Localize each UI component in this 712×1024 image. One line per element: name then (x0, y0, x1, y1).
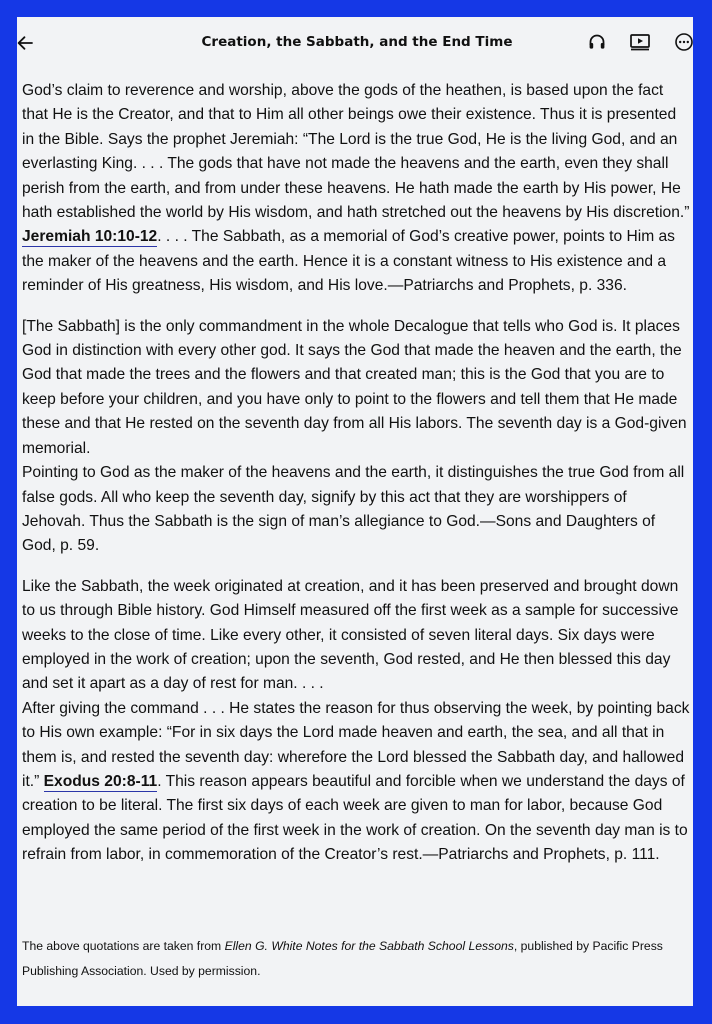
page-title: Creation, the Sabbath, and the End Time (201, 34, 513, 50)
arrow-left-icon (16, 34, 34, 52)
video-button[interactable] (628, 30, 652, 54)
attribution-note: The above quotations are taken from Ellen G. White Notes for the Sabbath School Lessons, published by Pacific Press Publishing Association. Used by permission. (22, 939, 663, 978)
back-button[interactable] (11, 29, 39, 57)
bible-reference-link[interactable]: Exodus 20:8-11 (43, 772, 158, 790)
bible-reference-link[interactable]: Jeremiah 10:10-12 (22, 228, 158, 246)
lesson-content (22, 79, 690, 868)
headphones-icon (587, 32, 607, 52)
top-bar (17, 17, 693, 67)
more-options-button[interactable] (672, 30, 696, 54)
reader-panel (17, 17, 693, 1006)
paragraph: Like the Sabbath, the week originated at creation, and it has been preserved and brought down to us through Bible history. God Himself measured off the first week as a sample for successive weeks to the close of time. Like every other, it consisted of seven literal days. Six days were employed in the work of creation; upon the seventh, God rested, and He then blessed this day and set it apart as a day of rest for man. . . . (22, 577, 679, 693)
paragraph: God’s claim to reverence and worship, above the gods of the heathen, is based upon the fact that He is the Creator, and that to Him all other beings owe their existence. Thus it is presented in the Bible. Says the prophet Jeremiah: “The Lord is the true God, He is the living God, and an everlasting King. . . . The gods that have not made the heavens and the earth, even they shall perish from the earth, and from under these heavens. He hath made the earth by His power, He hath established the world by His wisdom, and hath stretched out the heavens by His discretion.” Jeremiah 10:10-12. . . . The Sabbath, as a memorial of God’s creative power, points to Him as the maker of the heavens and the earth. Hence it is a constant witness to His existence and a reminder of His greatness, His wisdom, and His love.—Patriarchs and Prophets, p. 336. (22, 82, 690, 295)
paragraph: [The Sabbath] is the only commandment in the whole Decalogue that tells who God is. It places God in distinction with every other god. It says the God that made the heaven and the earth, the God that made the trees and the flowers and that created man; this is the God that you are to keep before your children, and you have only to point to the flowers and tell them that He made these and that He rested on the seventh day from all His labors. The seventh day is a God-given memorial. (22, 317, 687, 457)
play-video-icon (629, 32, 651, 52)
paragraph: Pointing to God as the maker of the heavens and the earth, it distinguishes the true God from all false gods. All who keep the seventh day, signify by this act that they are worshippers of Jehovah. Thus the Sabbath is the sign of man’s allegiance to God.—Sons and Daughters of God, p. 59. (22, 464, 685, 555)
more-options-icon (674, 32, 694, 52)
audio-button[interactable] (585, 30, 609, 54)
book-title: Ellen G. White Notes for the Sabbath School Lessons (224, 939, 514, 953)
paragraph: After giving the command . . . He states the reason for thus observing the week, by pointing back to His own example: “For in six days the Lord made heaven and earth, the sea, and all that in them is, and rested the seventh day: wherefore the Lord blessed the Sabbath day, and hallowed it.” Exodus 20:8-11. This reason appears beautiful and forcible when we understand the days of creation to be literal. The first six days of each week are given to man for labor, because God employed the same period of the first week in the work of creation. On the seventh day man is to refrain from labor, in commemoration of the Creator’s rest.—Patriarchs and Prophets, p. 111. (22, 699, 690, 864)
